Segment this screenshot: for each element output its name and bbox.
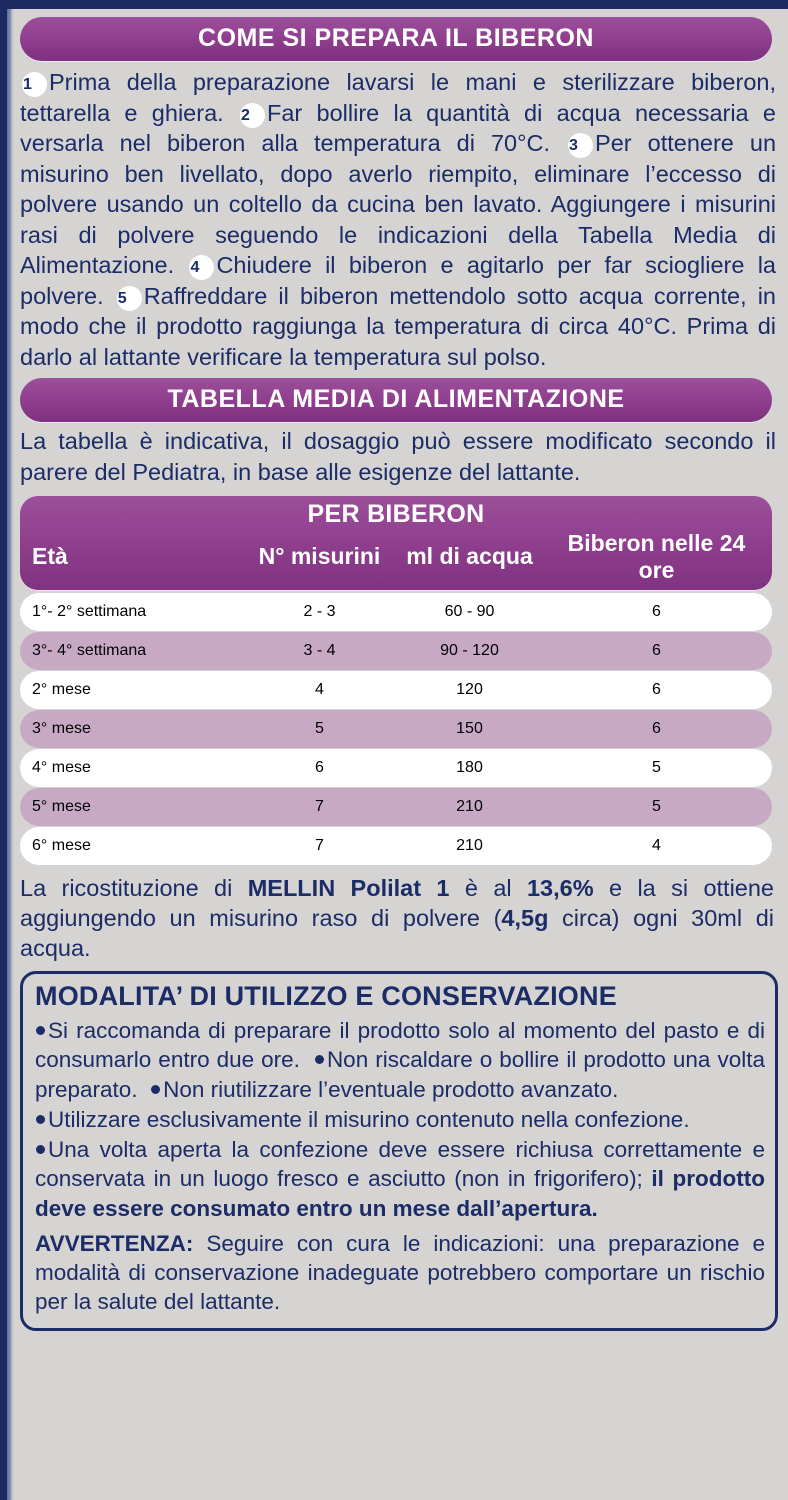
note-part-2: è al	[449, 874, 527, 901]
note-part-3: e la si ottiene aggiungendo un misurino raso di polvere (	[20, 874, 774, 931]
usage-and-storage-box	[20, 971, 778, 1331]
note-product-name: MELLIN Polilat 1	[247, 874, 450, 901]
note-grams: 4,5g	[501, 904, 549, 931]
usage-bullet-3: Non riutilizzare l’eventuale prodotto avanzato.	[163, 1076, 619, 1102]
cell-age: 3° mese	[32, 719, 91, 737]
feeding-table-body	[20, 593, 772, 865]
step-number-3: 3	[569, 134, 592, 157]
table-row	[20, 827, 772, 865]
cell-scoops: 7	[315, 836, 324, 854]
step-text-1: Prima della preparazione lavarsi le mani e sterilizzare biberon, tettarella e ghiera.	[20, 69, 776, 126]
cell-scoops: 2 - 3	[303, 602, 336, 620]
cell-bottles: 4	[652, 836, 661, 854]
cell-scoops: 5	[315, 719, 324, 737]
top-edge-strip	[0, 0, 788, 9]
cell-water: 150	[456, 719, 483, 737]
cell-bottles: 5	[652, 758, 661, 776]
step-number-1: 1	[23, 73, 46, 96]
step-text-4: Chiudere il biberon e agitarlo per far sciogliere la polvere.	[20, 252, 777, 309]
note-part-1: La ricostituzione di	[20, 874, 248, 901]
cell-bottles: 6	[652, 719, 661, 737]
table-row	[20, 671, 772, 709]
usage-section-title: MODALITA’ DI UTILIZZO E CONSERVAZIONE	[35, 980, 617, 1011]
table-row	[20, 593, 772, 631]
bullet-dot-icon	[151, 1085, 160, 1094]
cell-scoops: 3 - 4	[303, 641, 336, 659]
usage-bullet-2: Non riscaldare o bollire il prodotto una volta preparato.	[35, 1047, 765, 1102]
storage-paragraph	[35, 1135, 765, 1223]
bullet-dot-icon	[315, 1055, 324, 1064]
cell-scoops: 7	[315, 797, 324, 815]
cell-water: 210	[456, 836, 483, 854]
storage-text-bold: il prodotto deve essere consumato entro un mese dall’apertura.	[35, 1166, 765, 1221]
preparation-section-title: COME SI PREPARA IL BIBERON	[20, 17, 772, 61]
table-column-headers	[20, 530, 772, 584]
cell-water: 90 - 120	[440, 641, 499, 659]
usage-bullets-paragraph	[35, 1016, 765, 1104]
usage-bullet-4-paragraph	[35, 1105, 765, 1134]
cell-water: 180	[456, 758, 483, 776]
warning-text: Seguire con cura le indicazioni: una preparazione e modalità di conservazione inadeguate potrebbero comportare un rischio per la salute del lattante.	[35, 1230, 765, 1315]
usage-bullet-1: Si raccomanda di preparare il prodotto solo al momento del pasto e di consumarlo entro due ore.	[35, 1018, 765, 1073]
cell-bottles: 6	[652, 680, 661, 698]
bullet-dot-icon	[36, 1145, 45, 1154]
usage-bullet-4: Utilizzare esclusivamente il misurino contenuto nella confezione.	[48, 1106, 690, 1132]
step-text-2: Far bollire la quantità di acqua necessaria e versarla nel biberon alla temperatura di 70°C.	[20, 99, 776, 157]
cell-age: 5° mese	[32, 797, 91, 815]
table-group-header: PER BIBERON	[307, 499, 485, 528]
cell-water: 120	[456, 680, 483, 698]
step-text-3: Per ottenere un misurino ben livellato, dopo averlo riempito, eliminare l’eccesso di polvere usando un coltello da cucina ben lavato. Aggiungere i misurini rasi di polvere seguendo le indicazioni della Tabella Media di Alimentazione.	[20, 130, 777, 279]
cell-age: 3°- 4° settimana	[32, 641, 147, 659]
note-percent: 13,6%	[526, 874, 594, 901]
cell-bottles: 5	[652, 797, 661, 815]
cell-scoops: 4	[315, 680, 324, 698]
note-part-4: circa) ogni 30ml di acqua.	[20, 904, 774, 961]
cell-scoops: 6	[315, 758, 324, 776]
table-row	[20, 632, 772, 670]
cell-age: 4° mese	[32, 758, 91, 776]
bullet-dot-icon	[36, 1026, 45, 1035]
feeding-table-header	[20, 496, 772, 590]
column-header-scoops: N° misurini	[258, 543, 381, 570]
table-row	[20, 788, 772, 826]
cell-age: 1°- 2° settimana	[32, 602, 147, 620]
cell-age: 2° mese	[32, 680, 91, 698]
cell-bottles: 6	[652, 602, 661, 620]
feeding-table-section-title: TABELLA MEDIA DI ALIMENTAZIONE	[20, 378, 772, 422]
cell-water: 210	[456, 797, 483, 815]
reconstitution-note	[20, 873, 774, 963]
column-header-age: Età	[32, 543, 68, 570]
warning-paragraph	[35, 1229, 765, 1317]
table-row	[20, 749, 772, 787]
column-header-water: ml di acqua	[406, 543, 533, 570]
label-content	[14, 9, 788, 1500]
table-row	[20, 710, 772, 748]
step-number-2: 2	[241, 104, 264, 127]
feeding-table	[20, 496, 772, 865]
cell-bottles: 6	[652, 641, 661, 659]
step-number-5: 5	[118, 287, 141, 310]
cell-water: 60 - 90	[444, 602, 495, 620]
step-text-5: Raffreddare il biberon mettendolo sotto acqua corrente, in modo che il prodotto raggiunga la temperatura di circa 40°C. Prima di darlo al lattante verificare la temperatura sul polso.	[20, 282, 776, 370]
bullet-dot-icon	[36, 1115, 45, 1124]
cell-age: 6° mese	[32, 836, 91, 854]
column-header-bottles: Biberon nelle 24 ore	[567, 529, 746, 583]
feeding-table-intro: La tabella è indicativa, il dosaggio può essere modificato secondo il parere del Pediatra, in base alle esigenze del lattante.	[20, 428, 776, 486]
step-number-4: 4	[190, 256, 213, 279]
preparation-steps-paragraph	[20, 67, 776, 372]
warning-label: AVVERTENZA:	[35, 1230, 194, 1256]
storage-text-normal: Una volta aperta la confezione deve essere richiusa correttamente e conservata in un luogo fresco e asciutto (non in frigorifero);	[35, 1137, 765, 1192]
